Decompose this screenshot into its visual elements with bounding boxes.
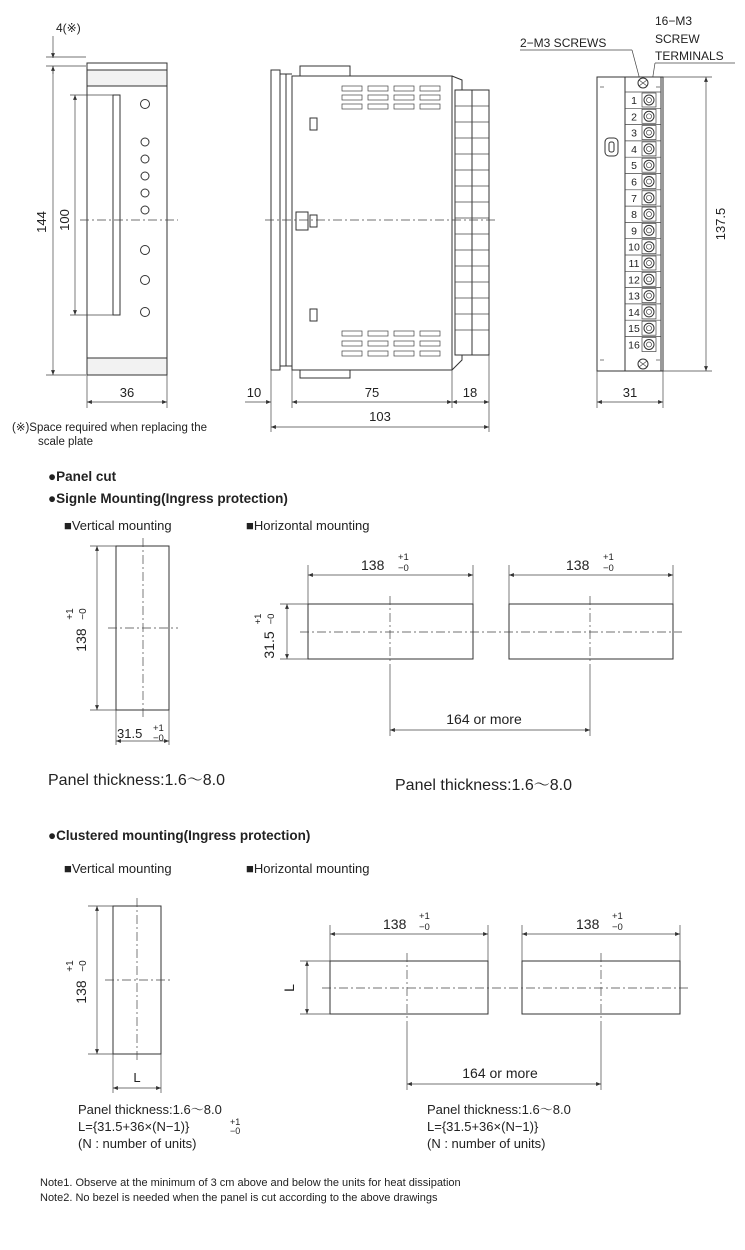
clustered-v-note-2-tol-plus: +1 [230, 1117, 241, 1127]
clustered-h-spacing: 164 or more [462, 1065, 538, 1081]
front-top-cap [87, 70, 167, 86]
clustered-h-note-1: Panel thickness:1.6〜8.0 [427, 1102, 571, 1117]
single-h-tol-minus-a: −0 [398, 563, 409, 574]
clustered-h-dim-L: L [281, 984, 297, 992]
single-h-tol-plus-a: +1 [398, 552, 409, 563]
clustered-vertical-label: ■Vertical mounting [64, 861, 172, 876]
single-h-thickness: Panel thickness:1.6〜8.0 [395, 777, 572, 794]
terminal-number: 15 [628, 323, 640, 336]
terminal-number: 16 [628, 339, 640, 352]
clustered-h-note-2: L={31.5+36×(N−1)} [427, 1119, 539, 1134]
note-2: Note2. No bezel is needed when the panel is cut according to the above drawings [40, 1192, 438, 1204]
clustered-v-tol-minus: −0 [78, 960, 89, 972]
single-horizontal-label: ■Horizontal mounting [246, 518, 370, 533]
clustered-h-tol-minus-b: −0 [612, 922, 623, 933]
front-window-label: 100 [57, 209, 72, 231]
terminal-number: 3 [631, 127, 637, 140]
terminal-number: 14 [628, 306, 640, 319]
terminal-number: 8 [631, 209, 637, 222]
single-v-dim-138: 138 [73, 628, 89, 652]
side-terminal-block [455, 90, 489, 355]
single-vertical-cutout [48, 538, 225, 789]
single-v-tol-plus: +1 [65, 608, 76, 620]
single-h-tol-minus-b: −0 [603, 563, 614, 574]
clustered-v-dim-L: L [133, 1070, 141, 1085]
side-case [292, 76, 452, 370]
single-h-dim-315: 31.5 [261, 631, 277, 659]
front-bottom-cap [87, 358, 167, 375]
screws-label: 2−M3 SCREWS [520, 36, 607, 50]
single-h-tol-plus-b: +1 [603, 552, 614, 563]
single-h-dim-138-a: 138 [361, 557, 385, 573]
single-v-dim-315: 31.5 [117, 726, 143, 741]
clustered-v-dim-138: 138 [73, 980, 89, 1004]
rear-height-label: 137.5 [713, 207, 728, 241]
clustered-v-tol-plus: +1 [65, 960, 76, 972]
clustered-horizontal-cutout [281, 911, 688, 1151]
terminal-number: 11 [628, 258, 640, 270]
clustered-mounting-title: ●Clustered mounting(Ingress protection) [48, 828, 311, 843]
scale-window [113, 95, 120, 315]
single-v-thickness: Panel thickness:1.6〜8.0 [48, 772, 225, 789]
terminals-label-3: TERMINALS [655, 49, 724, 63]
side-dim-body: 75 [364, 385, 380, 400]
single-v-dim-315-tol-plus: +1 [153, 723, 164, 734]
clustered-v-note-2-tol-minus: −0 [230, 1126, 241, 1136]
clustered-h-tol-plus-b: +1 [612, 911, 623, 922]
front-height-label: 144 [34, 211, 49, 233]
single-h-dim-315-tol-minus: −0 [266, 613, 277, 625]
terminal-number: 6 [631, 176, 637, 189]
front-view [34, 21, 178, 408]
front-note-dim: 4(※) [56, 21, 81, 35]
rear-view [520, 14, 735, 408]
rear-width-label: 31 [622, 385, 638, 400]
terminal-number: 9 [631, 225, 637, 238]
front-body [87, 63, 167, 375]
terminal-number: 2 [631, 111, 637, 124]
terminal-number: 10 [628, 241, 640, 254]
terminal-number: 12 [628, 274, 640, 287]
panel-cut-title: ●Panel cut [48, 469, 117, 484]
clustered-horizontal-label: ■Horizontal mounting [246, 861, 370, 876]
terminals-label-1: 16−M3 [655, 14, 693, 28]
terminal-number: 1 [631, 95, 637, 107]
clustered-v-note-2: L={31.5+36×(N−1)} [78, 1119, 190, 1134]
side-dim-left: 10 [246, 385, 262, 400]
single-h-dim-138-b: 138 [566, 557, 590, 573]
clustered-h-dim-138-b: 138 [576, 916, 600, 932]
terminal-number: 5 [631, 160, 637, 173]
terminals-label-2: SCREW [655, 32, 700, 46]
note-1: Note1. Observe at the minimum of 3 cm above and below the units for heat dissipation [40, 1177, 461, 1189]
clustered-h-note-3: (N : number of units) [427, 1136, 546, 1151]
front-width-label: 36 [119, 385, 135, 400]
footnote-line-1: (※)Space required when replacing the [12, 422, 208, 434]
side-dim-right: 18 [462, 385, 478, 400]
clustered-v-note-3: (N : number of units) [78, 1136, 197, 1151]
single-mounting-title: ●Signle Mounting(Ingress protection) [48, 491, 288, 506]
terminal-number: 7 [631, 192, 637, 205]
single-h-spacing: 164 or more [446, 711, 522, 727]
clustered-h-tol-plus-a: +1 [419, 911, 430, 922]
single-v-tol-minus: −0 [78, 608, 89, 620]
clustered-vertical-cutout [65, 898, 240, 1151]
single-horizontal-cutout [253, 552, 682, 794]
footnote-line-2: scale plate [38, 436, 93, 448]
single-vertical-label: ■Vertical mounting [64, 518, 172, 533]
side-dim-total: 103 [369, 409, 391, 424]
clustered-v-note-1: Panel thickness:1.6〜8.0 [78, 1102, 222, 1117]
terminal-number: 13 [628, 290, 640, 303]
clustered-h-dim-138-a: 138 [383, 916, 407, 932]
side-view [245, 66, 495, 432]
terminal-number: 4 [631, 143, 637, 156]
single-v-dim-315-tol-minus: −0 [153, 733, 164, 744]
single-h-dim-315-tol-plus: +1 [253, 613, 264, 625]
clustered-h-tol-minus-a: −0 [419, 922, 430, 933]
